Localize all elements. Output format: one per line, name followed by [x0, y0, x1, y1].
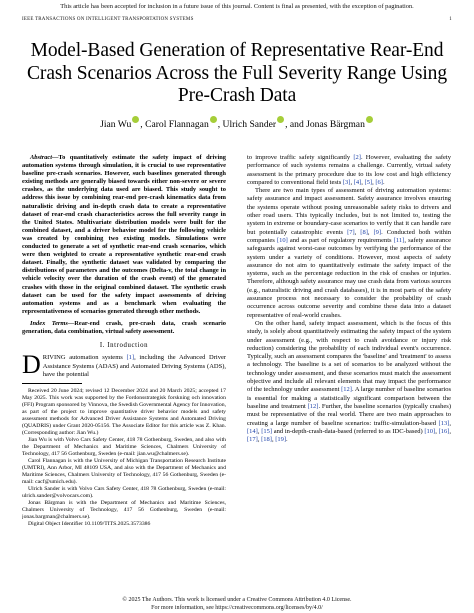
body-text: , — [449, 419, 451, 427]
right-column — [247, 154, 451, 594]
body-text: , — [435, 427, 439, 435]
license-link[interactable]: For more information, see https://creativecommons.org/licenses/by/4.0/ — [151, 604, 323, 611]
author-jonas-bargman: , and Jonas Bärgman — [285, 119, 365, 130]
body-paragraph — [247, 320, 451, 444]
footnote-author-wu: Jian Wu is with Volvo Cars Safety Center, 418 78 Gothenburg, Sweden, and also with the Department of Mechanics and Maritime Sciences, Chalmers University of Technology, 417 56 Gothenburg, Sweden (e-mail: jian.wu@chalmers.se). — [22, 437, 226, 458]
footnote-author-sander: Ulrich Sander is with Volvo Cars Safety Center, 418 78 Gothenburg, Sweden (e-mail: ulrich.sander@volvocars.com). — [22, 486, 226, 500]
citation-link[interactable]: [3] — [342, 178, 351, 186]
index-terms-label: Index Terms — [30, 319, 68, 327]
intro-paragraph — [22, 350, 226, 380]
citation-link[interactable]: [10] — [424, 427, 436, 435]
abstract-label: Abstract — [30, 154, 53, 161]
footnote-block — [22, 388, 226, 528]
citation-link[interactable]: [1] — [126, 354, 135, 362]
citation-link[interactable]: [6] — [375, 178, 383, 186]
citation-link[interactable]: [19] — [275, 436, 287, 444]
license-line: © 2025 The Authors. This work is licensed under a Creative Commons Attribution 4.0 License. — [122, 597, 352, 603]
body-paragraph — [247, 187, 451, 320]
footnote-doi: Digital Object Identifier 10.1109/TITS.2025.3573386 — [28, 521, 151, 528]
footnote-author-bargman: Jonas Bärgman is with the Department of Mechanics and Maritime Sciences, Chalmers University of Technology, 417 56 Gothenburg, Sweden (e-mail: jonas.bargman@chalmers.se). — [22, 500, 226, 521]
body-text: , — [354, 228, 361, 236]
orcid-icon[interactable] — [366, 116, 373, 123]
index-terms-text: —Rear-end crash, pre-crash data, crash scenario generation, data combination, virtual safety assessment. — [22, 319, 226, 335]
drop-cap: D — [22, 350, 41, 380]
body-text: and as part of regulatory requirements — [287, 236, 394, 244]
citation-link[interactable]: [14] — [247, 427, 258, 435]
author-ulrich-sander: , Ulrich Sander — [217, 119, 277, 130]
citation-link[interactable]: [12] — [307, 402, 319, 410]
orcid-icon[interactable] — [132, 116, 139, 123]
citation-link[interactable]: [13] — [438, 419, 450, 427]
body-text: . A large number of baseline scenarios is essential for making a statistically significant comparison between the baseline and treatment — [247, 386, 451, 410]
acceptance-note: This article has been accepted for inclusion in a future issue of this journal. Content is final as presented, with the exception of pagination. — [60, 3, 414, 10]
running-head — [22, 17, 452, 22]
body-text: On the other hand, safety impact assessment, which is the focus of this study, is solely about quantitatively estimating the safety impact of the system under assessment (e.g., with respect to crash avoidance or injury risk reduction) considering the probability of each individual event's occurrence. Typically, such an assessment compares the 'baseline' and 'treatment' to assess a technology. The baseline is a set of scenarios to be analyzed without the technology under assessment, and these scenarios must match the assessment objective and include all relevant elements that may impact the performance of the technology under assessment — [247, 319, 451, 394]
citation-link[interactable]: [15] — [261, 427, 273, 435]
body-text: . However, evaluating the safety performance of such systems remains a challenge. Currently, virtual safety assessment is the primary procedure due to its low cost and high efficiency compared to conventional field tests — [247, 154, 451, 186]
body-text: , safety assurance safeguards against worst-case outcomes by verifying the performance of the system under a variety of conditions. However, most aspects of safety assurance do not aim to quantitatively estimate the safety impact of the systems, such as the percentage reduction in the risk of crashes or injuries. Therefore, although safety assurance may use crash data from various sources (e.g., naturalistic driving and crash databases), it is in most parts of the safety assurance process not necessary to consider the probability of crash occurrence across outcome severity and combine these data into a dataset representative of real-world crashes. — [247, 236, 451, 319]
intro-text: , including the Advanced Driver Assistance Systems (ADAS) and Automated Driving Systems (ADS), have the potential — [42, 354, 226, 378]
author-list — [22, 116, 452, 130]
abstract — [22, 154, 226, 316]
body-text: and in-depth-crash-data-based (referred to as IDC-based) — [272, 427, 425, 435]
body-paragraph — [247, 154, 451, 187]
footnote-received: Received 20 June 2024; revised 12 December 2024 and 20 March 2025; accepted 17 May 2025. This work was supported by the Fordonsstrategisk forskning och innovation (FFI) Program sponsored by Vinnova, the Swedish Governmental Agency for Innovation, as part of the project to improve quantitative driver behavior models and safety assessment methods for Advanced Driver Assistance Systems and Automated Driving (QUADRIS) under Grant 2020-05156. The Associate Editor for this article was Z. Khan. (Corresponding author: Jian Wu.) — [22, 388, 226, 437]
citation-link[interactable]: [18] — [261, 436, 272, 444]
page-number: 1 — [449, 17, 452, 22]
orcid-icon[interactable] — [210, 116, 217, 123]
body-text: , — [361, 178, 365, 186]
intro-text: RIVING automation systems — [42, 354, 127, 362]
body-text: . Further, the baseline scenarios (typically crashes) must be representative of the real world. There are two main approaches to creating a large number of baseline scenarios: traffic-simulation-based — [247, 402, 451, 427]
body-text: , — [257, 427, 262, 435]
left-column — [22, 154, 226, 594]
citation-link[interactable]: [16] — [438, 427, 450, 435]
author-carol-flannagan: , Carol Flannagan — [140, 119, 209, 130]
abstract-text: —To quantitatively estimate the safety impact of driving automation systems through simulation, it is crucial to use representative baseline pre-crash scenarios. However, such baselines generated through existing methods are generally biased towards either non-severe or severe crashes, as the underlying data used are biased. This study sought to address this issue by combining rear-end pre-crash kinematics data from naturalistic driving and in-depth crash data to create a representative dataset of rear-end crash characteristics across the full severity range in the United States. Multivariate distribution models were built for the combined dataset, and a driver behavior model for the following vehicle was created by combining two existing models. Simulations were conducted to generate a set of synthetic rear-end crash scenarios, which were then weighted to create a representative synthetic rear-end crash dataset. Finally, the synthetic dataset was validated by comparing the distributions of parameters and the outcomes (Delta-v, the total change in vehicle velocity over the duration of the crash event) of the generated crashes with those in the original combined dataset. The synthetic crash dataset can be used for the safety impact assessments of driving automation systems and as a benchmark when evaluating the representativeness of scenarios generated through other methods. — [22, 154, 226, 315]
body-text: , — [271, 436, 276, 444]
journal-name: IEEE TRANSACTIONS ON INTELLIGENT TRANSPORTATION SYSTEMS — [22, 17, 194, 22]
section-heading-introduction: I. Introduction — [99, 342, 149, 350]
body-text: There are two main types of assessment of driving automation systems: safety assurance and impact assessment. Safety assurance involves ensuring the systems operate without posing unreasonable safety risks to drivers and other road users. This typically includes, but is not limited to, testing the system in extreme or boundary-case scenarios to verify that it can handle rare but potentially catastrophic events — [247, 187, 451, 236]
body-text: . — [382, 178, 385, 186]
body-text: , — [449, 427, 451, 435]
body-text: , — [367, 228, 374, 236]
citation-link[interactable]: [10] — [276, 236, 288, 244]
citation-link[interactable]: [8] — [360, 228, 368, 236]
footnote-divider — [22, 383, 82, 384]
body-text: , — [372, 178, 376, 186]
body-text: , — [350, 178, 354, 186]
citation-link[interactable]: [9] — [373, 228, 382, 236]
orcid-icon[interactable] — [277, 116, 284, 123]
index-terms — [22, 320, 226, 336]
paper-title: Model-Based Generation of Representative Rear-End Crash Scenarios Across the Full Severity Range Using Pre-Crash Data — [27, 40, 447, 106]
license-notice — [0, 597, 474, 612]
citation-link[interactable]: [12] — [341, 386, 352, 394]
body-text: , — [257, 436, 262, 444]
citation-link[interactable]: [7] — [347, 228, 355, 236]
citation-link[interactable]: [2] — [353, 154, 361, 161]
citation-link[interactable]: [11] — [393, 236, 405, 244]
citation-link[interactable]: [5] — [364, 178, 373, 186]
citation-link[interactable]: [4] — [353, 178, 362, 186]
body-text: to improve traffic safety significantly — [247, 154, 354, 161]
body-text: . Conducted both within companies — [247, 228, 451, 244]
body-text: . — [286, 436, 288, 444]
citation-link[interactable]: [17] — [247, 436, 258, 444]
footnote-author-flannagan: Carol Flannagan is with the University of Michigan Transportation Research Institute (UMTRI), Ann Arbor, MI 48109 USA, and also with the Department of Mechanics and Maritime Sciences, Chalmers University of Technology, 417 56 Gothenburg, Sweden (e-mail: cacf@umich.edu). — [22, 458, 226, 486]
author-jian-wu: Jian Wu — [100, 119, 132, 130]
